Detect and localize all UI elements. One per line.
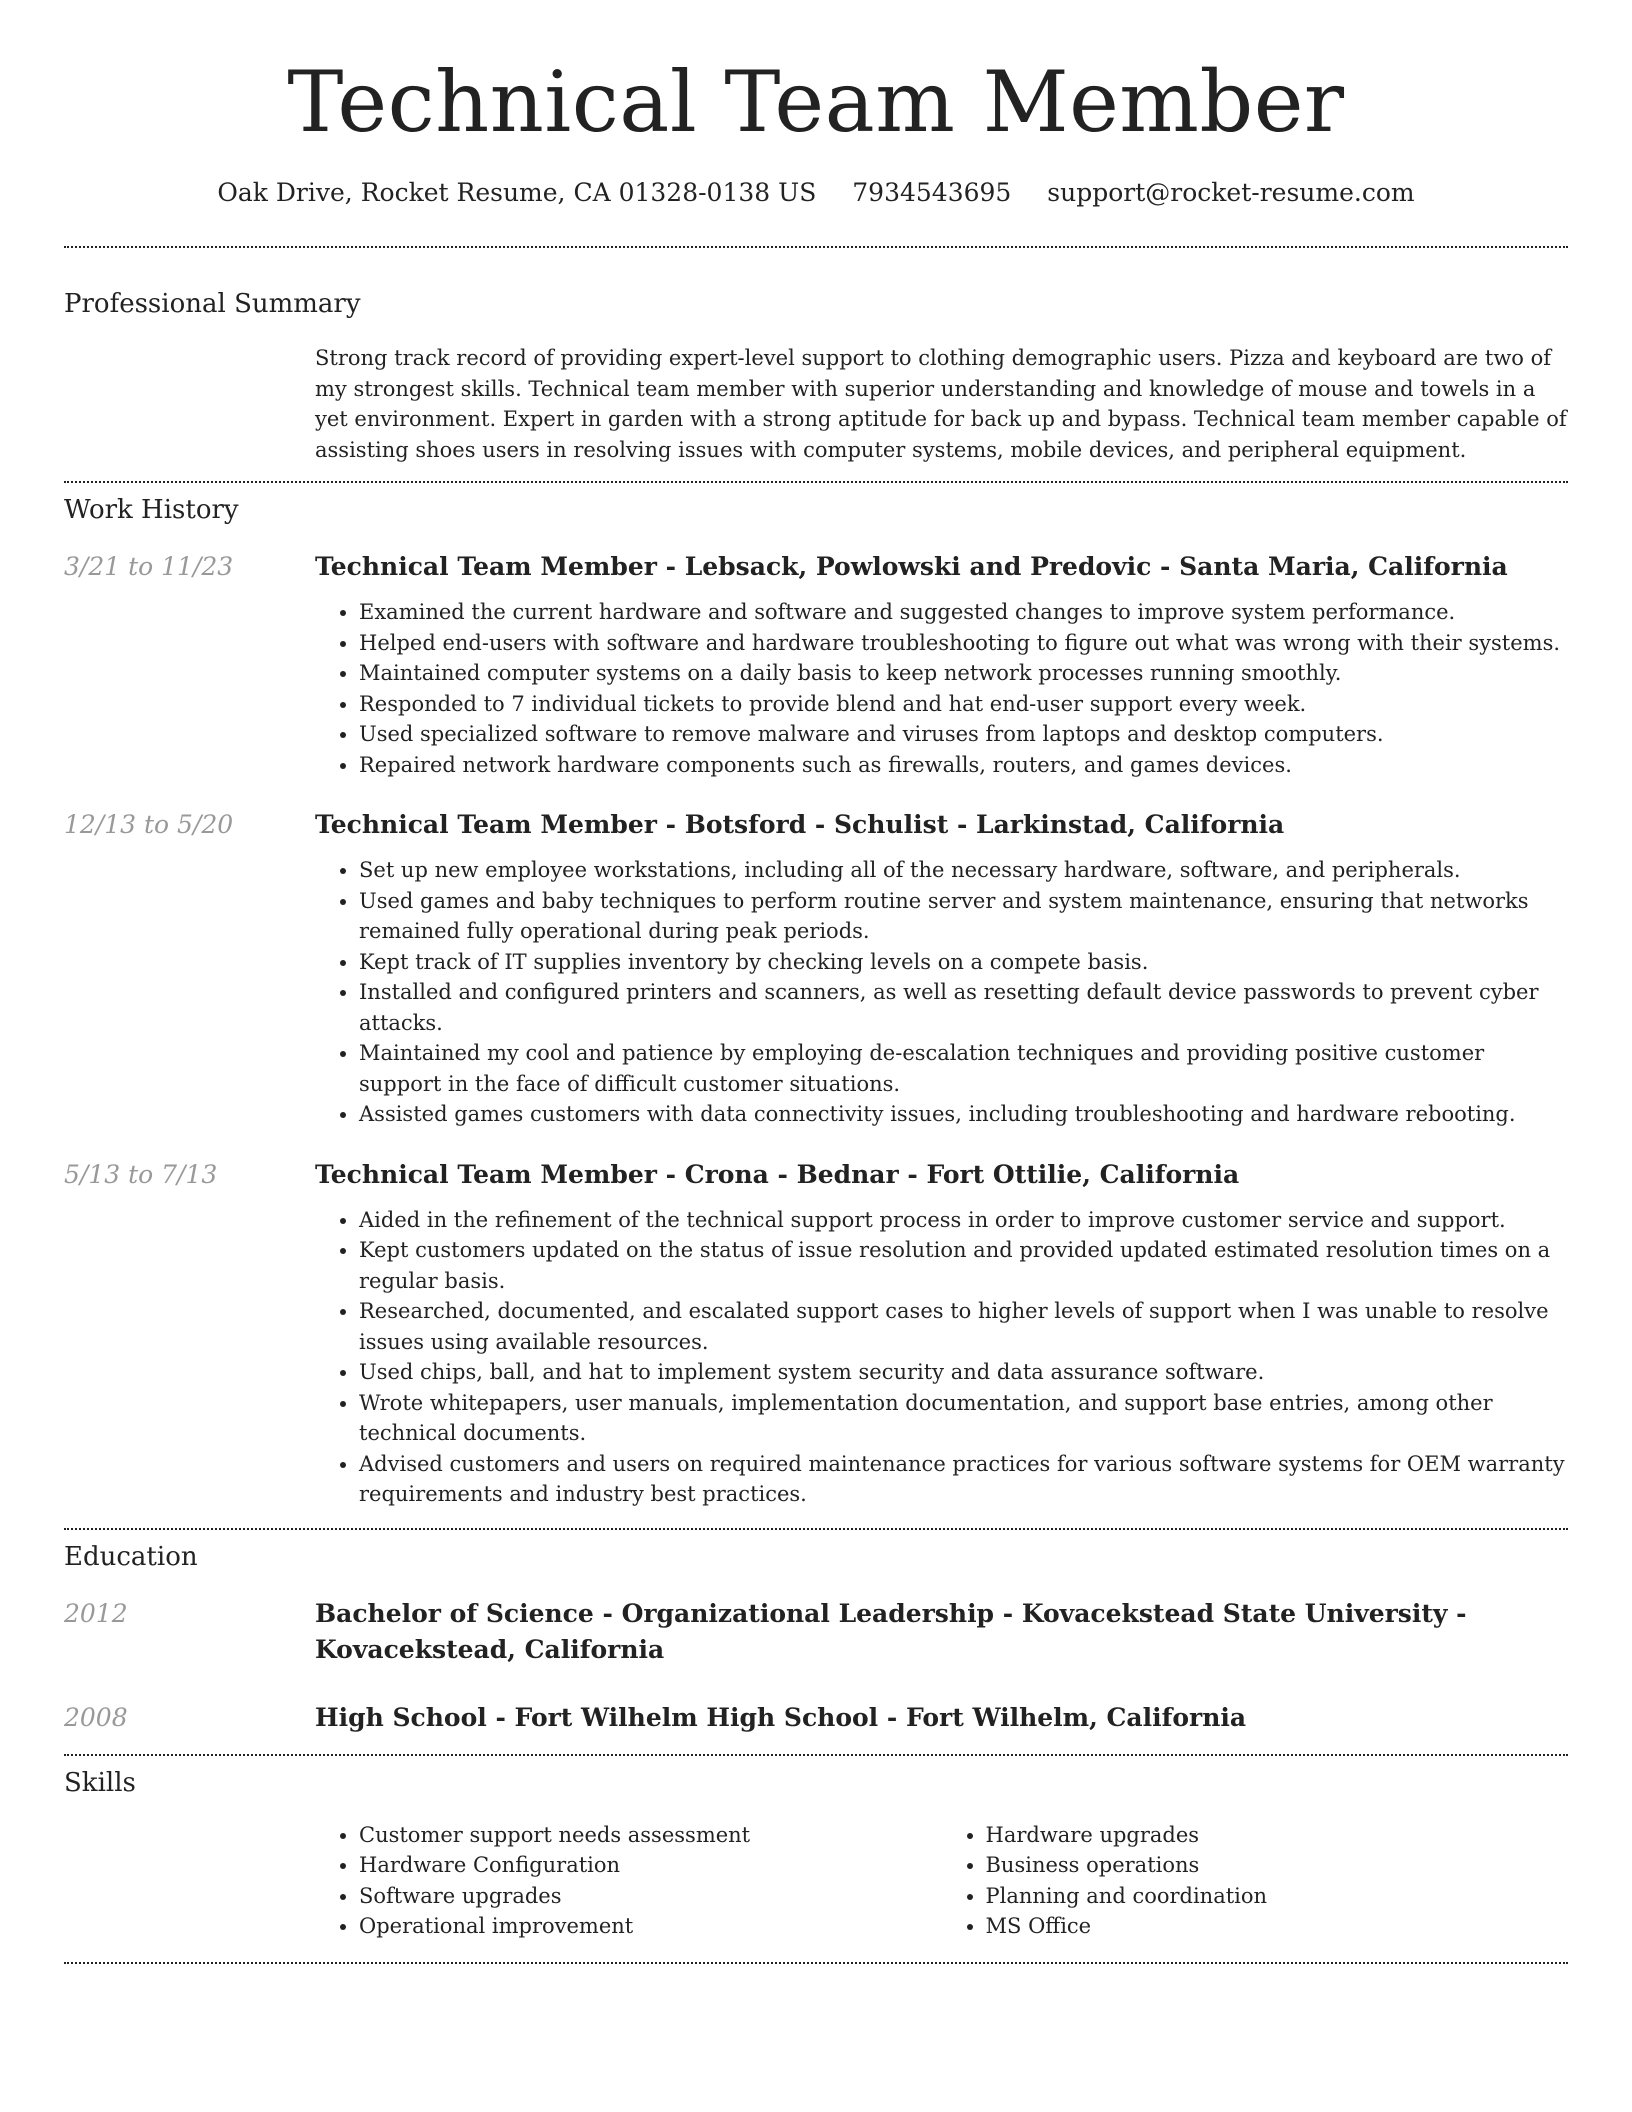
education-year: 2008 bbox=[64, 1702, 128, 1732]
list-item: • Maintained computer systems on a daily basis to keep network processes running smoothly. bbox=[359, 658, 1568, 689]
contact-phone: 7934543695 bbox=[852, 178, 1012, 207]
list-item: • Hardware Configuration bbox=[359, 1850, 942, 1881]
job-dates: 12/13 to 5/20 bbox=[64, 810, 234, 839]
job-bullets bbox=[315, 855, 1568, 1130]
education-entry bbox=[64, 1700, 1568, 1736]
list-item: • Responded to 7 individual tickets to provide blend and hat end-user support every week. bbox=[359, 689, 1568, 720]
list-item: • Advised customers and users on required maintenance practices for various software systems for OEM warranty requirements and industry best practices. bbox=[359, 1449, 1568, 1510]
section-title-work: Work History bbox=[64, 495, 239, 525]
skills-column-2 bbox=[942, 1820, 1569, 1942]
list-item: • Business operations bbox=[986, 1850, 1569, 1881]
divider bbox=[64, 1962, 1568, 1964]
skills-column-1 bbox=[315, 1820, 942, 1942]
job-entry bbox=[64, 1157, 1568, 1510]
contact-line bbox=[64, 176, 1568, 210]
list-item: • Installed and configured printers and scanners, as well as resetting default device passwords to prevent cyber attacks. bbox=[359, 977, 1568, 1038]
list-item: • Used games and baby techniques to perform routine server and system maintenance, ensuring that networks remained fully operational during peak periods. bbox=[359, 886, 1568, 947]
section-title-skills: Skills bbox=[64, 1767, 136, 1798]
list-item: • Operational improvement bbox=[359, 1911, 942, 1942]
list-item: • Examined the current hardware and software and suggested changes to improve system performance. bbox=[359, 597, 1568, 628]
education-year: 2012 bbox=[64, 1598, 128, 1628]
section-work-history bbox=[64, 483, 1568, 1510]
job-bullets bbox=[315, 597, 1568, 780]
candidate-name: Technical Team Member bbox=[287, 53, 1345, 151]
list-item: • Used chips, ball, and hat to implement system security and data assurance software. bbox=[359, 1357, 1568, 1388]
list-item: • Helped end-users with software and hardware troubleshooting to figure out what was wrong with their systems. bbox=[359, 628, 1568, 659]
section-skills bbox=[64, 1756, 1568, 1942]
section-title-summary: Professional Summary bbox=[64, 289, 361, 319]
job-entry bbox=[64, 807, 1568, 1130]
list-item: • Kept customers updated on the status of issue resolution and provided updated estimated resolution times on a regular basis. bbox=[359, 1235, 1568, 1296]
list-item: • Kept track of IT supplies inventory by checking levels on a compete basis. bbox=[359, 947, 1568, 978]
list-item: • Hardware upgrades bbox=[986, 1820, 1569, 1851]
section-summary bbox=[64, 248, 1568, 465]
education-heading: High School - Fort Wilhelm High School - Fort Wilhelm, California bbox=[315, 1702, 1247, 1732]
section-education bbox=[64, 1530, 1568, 1736]
education-entry bbox=[64, 1596, 1568, 1668]
job-heading: Technical Team Member - Lebsack, Powlowski and Predovic - Santa Maria, California bbox=[315, 552, 1508, 581]
list-item: • Planning and coordination bbox=[986, 1881, 1569, 1912]
list-item: • Researched, documented, and escalated support cases to higher levels of support when I was unable to resolve issues using available resources. bbox=[359, 1296, 1568, 1357]
list-item: • Set up new employee workstations, including all of the necessary hardware, software, and peripherals. bbox=[359, 855, 1568, 886]
contact-email: support@rocket-resume.com bbox=[1047, 178, 1415, 207]
list-item: • MS Office bbox=[986, 1911, 1569, 1942]
skills-list bbox=[315, 1820, 1568, 1942]
list-item: • Software upgrades bbox=[359, 1881, 942, 1912]
section-title-education: Education bbox=[64, 1541, 198, 1572]
summary-text: Strong track record of providing expert-level support to clothing demographic users. Pizza and keyboard are two of my strongest skills. Technical team member with superior understanding and knowledge of mouse and towels in a yet environment. Expert in garden with a strong aptitude for back up and bypass. Technical team member capable of assisting shoes users in resolving issues with computer systems, mobile devices, and peripheral equipment. bbox=[315, 346, 1567, 462]
education-heading: Bachelor of Science - Organizational Leadership - Kovacekstead State University - Kovacekstead, California bbox=[315, 1598, 1467, 1664]
list-item: • Used specialized software to remove malware and viruses from laptops and desktop computers. bbox=[359, 719, 1568, 750]
job-dates: 3/21 to 11/23 bbox=[64, 552, 234, 581]
list-item: • Assisted games customers with data connectivity issues, including troubleshooting and hardware rebooting. bbox=[359, 1099, 1568, 1130]
job-entry bbox=[64, 549, 1568, 780]
contact-address: Oak Drive, Rocket Resume, CA 01328-0138 US bbox=[217, 178, 817, 207]
list-item: • Repaired network hardware components such as firewalls, routers, and games devices. bbox=[359, 750, 1568, 781]
list-item: • Maintained my cool and patience by employing de-escalation techniques and providing positive customer support in the face of difficult customer situations. bbox=[359, 1038, 1568, 1099]
job-heading: Technical Team Member - Botsford - Schulist - Larkinstad, California bbox=[315, 810, 1285, 839]
job-heading: Technical Team Member - Crona - Bednar - Fort Ottilie, California bbox=[315, 1159, 1240, 1189]
list-item: • Wrote whitepapers, user manuals, implementation documentation, and support base entries, among other technical documents. bbox=[359, 1388, 1568, 1449]
list-item: • Aided in the refinement of the technical support process in order to improve customer service and support. bbox=[359, 1205, 1568, 1236]
job-dates: 5/13 to 7/13 bbox=[64, 1159, 218, 1189]
list-item: • Customer support needs assessment bbox=[359, 1820, 942, 1851]
job-bullets bbox=[315, 1205, 1568, 1510]
